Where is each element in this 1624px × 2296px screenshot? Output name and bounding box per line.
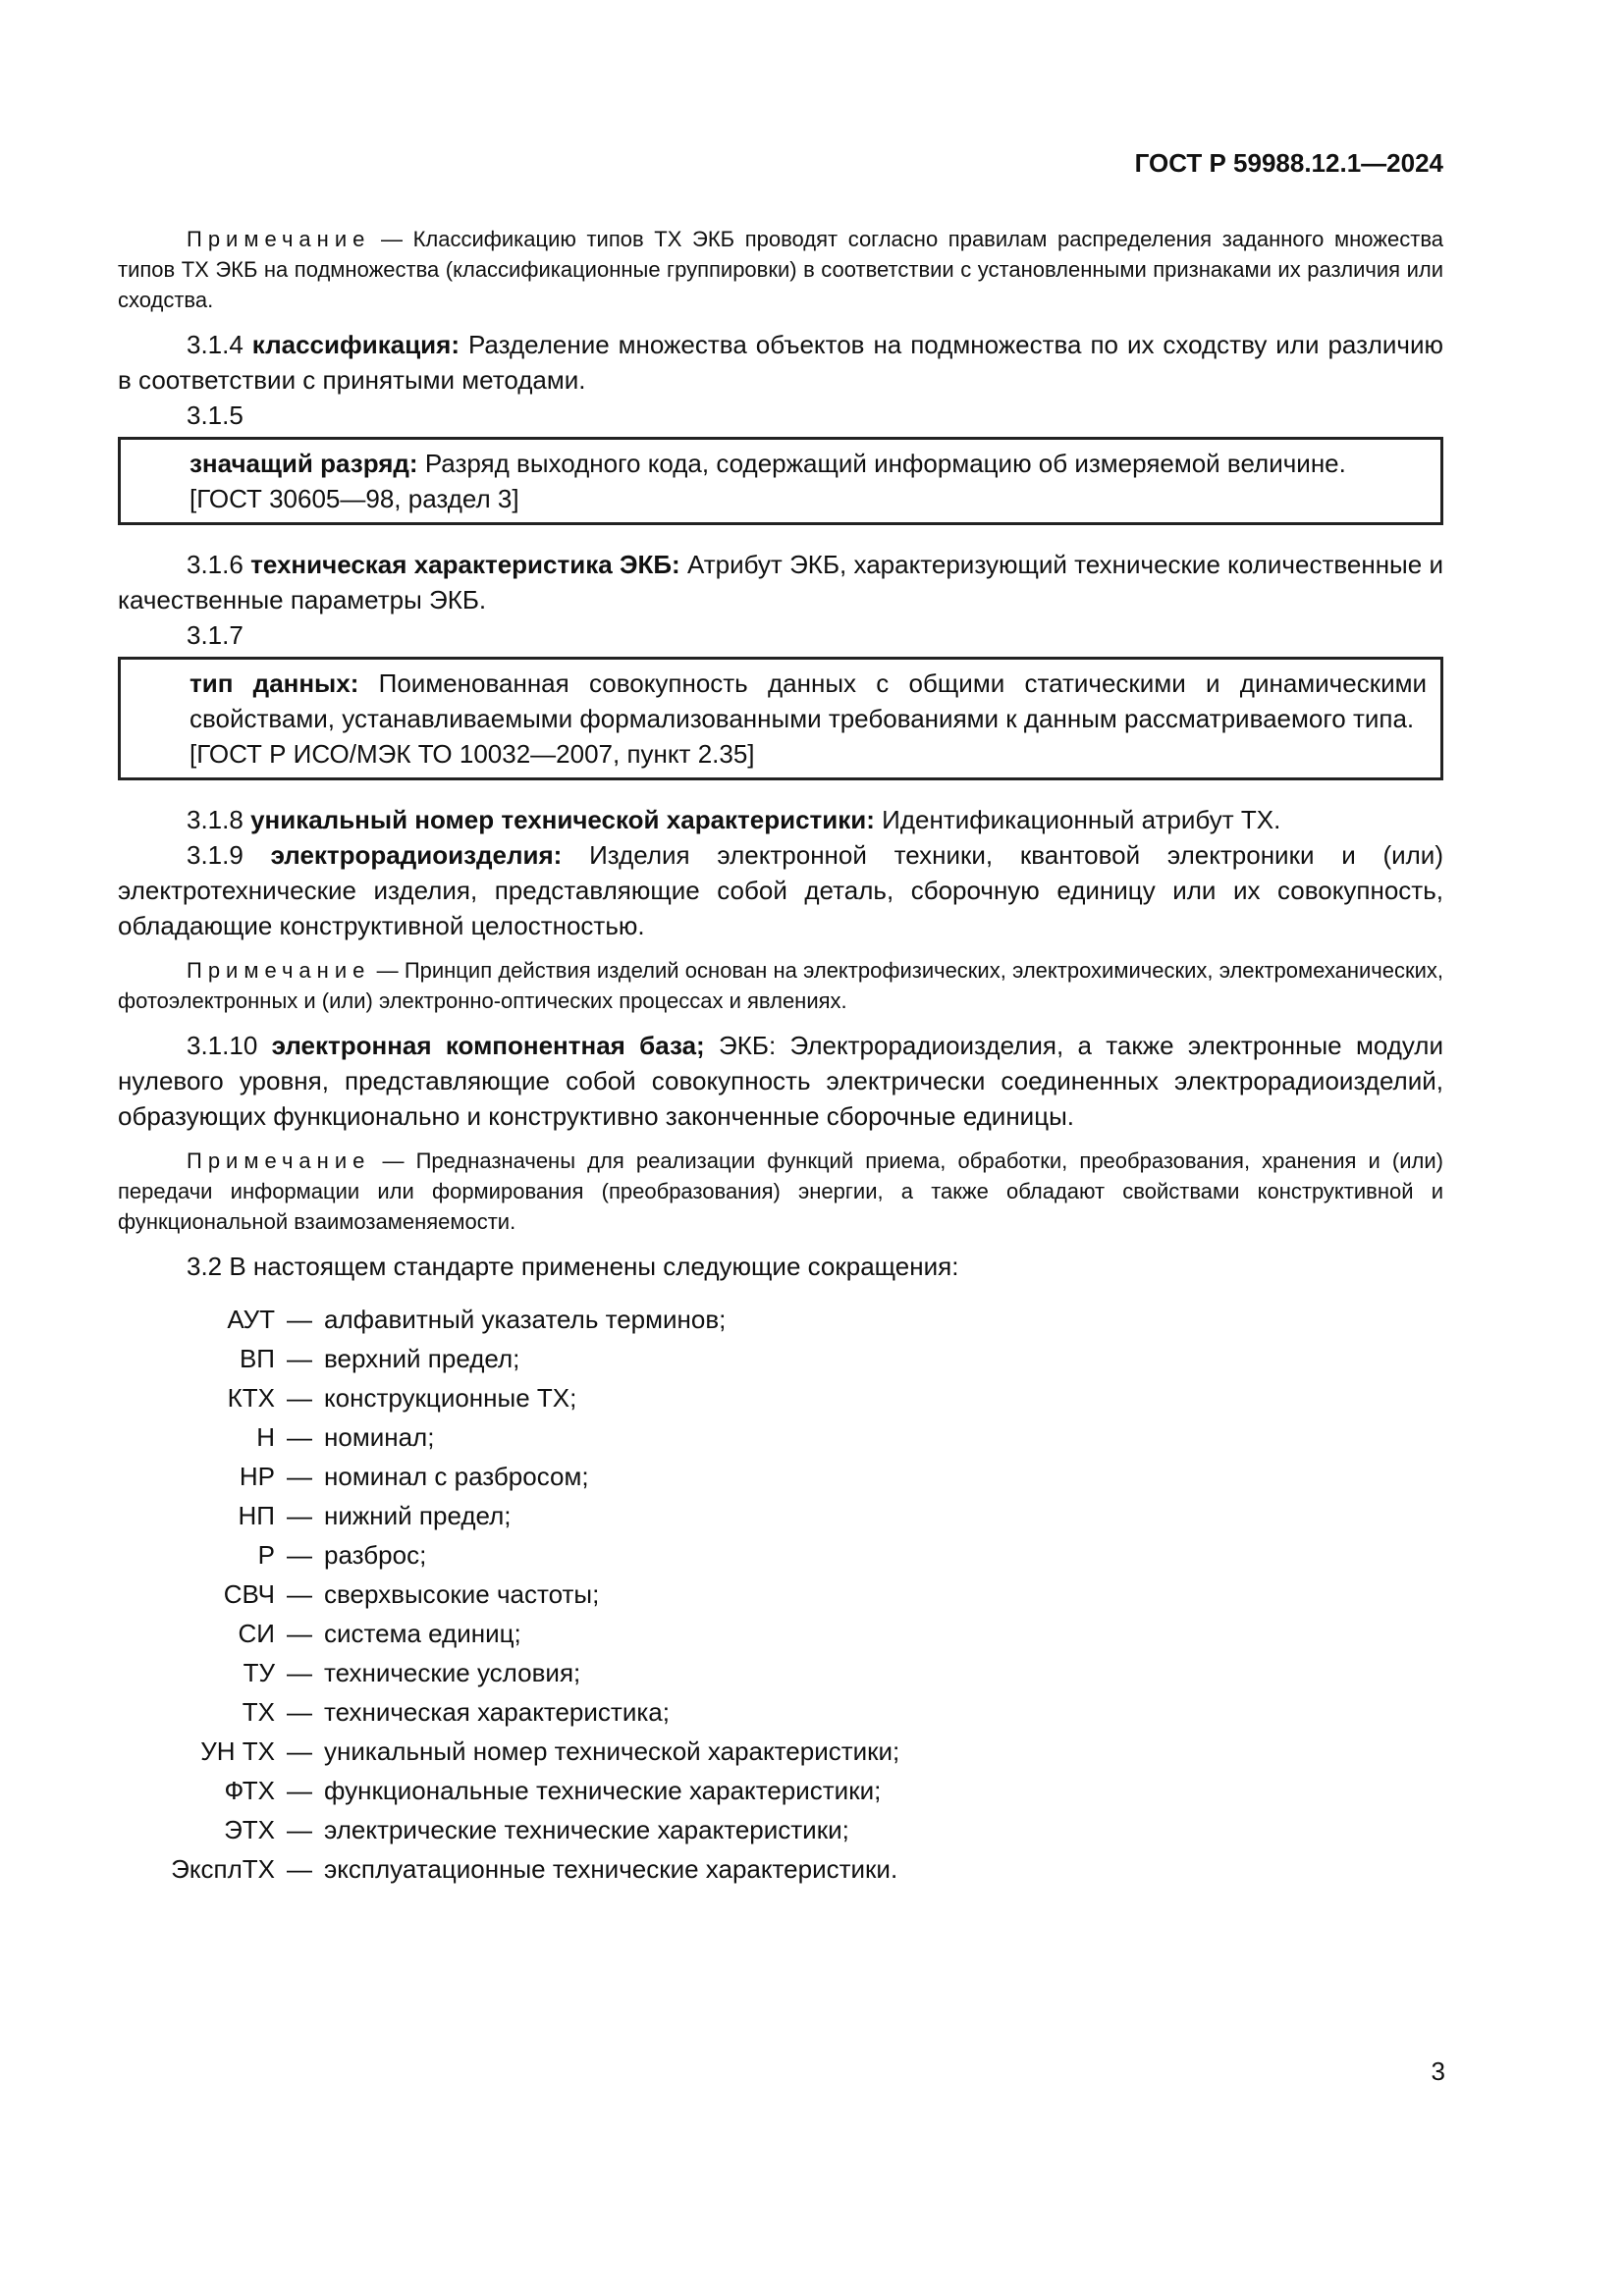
abbreviation-dash: —	[287, 1540, 312, 1570]
term-definition: ЭКБ: Электрорадиоизделия, а также электронные модули нулевого уровня, представляющие собой совокупность электрически соединенных электрорадиоизделий, образующих функционально и конструктивно законченные сборочные единицы.	[118, 1031, 1443, 1131]
term-definition: Разряд выходного кода, содержащий информацию об измеряемой величине.	[424, 449, 1346, 478]
term-name: электрорадиоизделия:	[270, 840, 563, 870]
term-name: уникальный номер технической характеристики:	[250, 805, 875, 834]
document-id: ГОСТ Р 59988.12.1—2024	[1134, 148, 1443, 178]
page-number: 3	[1431, 2056, 1445, 2086]
abbreviation-list	[118, 1300, 1443, 1889]
abbreviation-row	[118, 1614, 1443, 1653]
term-number: 3.1.6	[187, 550, 244, 579]
term-number: 3.1.4	[187, 330, 244, 359]
abbreviation-dash: —	[287, 1736, 312, 1766]
abbreviation-row	[118, 1692, 1443, 1732]
term-name: тип данных:	[189, 668, 359, 698]
abbreviation-key: ТУ	[243, 1658, 275, 1687]
abbreviation-key: КТХ	[227, 1383, 275, 1413]
term-3-1-8	[118, 802, 1443, 837]
term-number-3-1-7: 3.1.7	[187, 620, 244, 650]
abbreviation-key: Н	[256, 1422, 275, 1452]
term-3-1-10	[118, 1028, 1443, 1134]
term-reference: [ГОСТ Р ИСО/МЭК ТО 10032—2007, пункт 2.35]	[189, 739, 755, 769]
term-definition: Идентификационный атрибут ТХ.	[882, 805, 1281, 834]
abbreviation-row	[118, 1575, 1443, 1614]
term-3-1-4	[118, 327, 1443, 398]
abbreviation-key: СИ	[238, 1619, 275, 1648]
abbreviation-row	[118, 1339, 1443, 1378]
note-1	[118, 224, 1443, 315]
term-definition: Разделение множества объектов на подмножества по их сходству или различию в соответствии с принятыми методами.	[118, 330, 1443, 395]
abbreviation-row	[118, 1771, 1443, 1810]
term-number-3-1-5: 3.1.5	[187, 400, 244, 430]
term-name: классификация:	[251, 330, 460, 359]
abbreviation-key: АУТ	[227, 1305, 275, 1334]
note-text: — Предназначены для реализации функций приема, обработки, преобразования, хранения и (или) передачи информации или формирования (преобразования) энергии, а также обладают свойствами конструктивной и функциональной взаимозаменяемости.	[118, 1148, 1443, 1234]
abbreviation-row	[118, 1535, 1443, 1575]
abbreviation-key: УН ТХ	[200, 1736, 275, 1766]
abbreviation-key: НП	[238, 1501, 275, 1530]
abbreviation-value: система единиц;	[324, 1619, 521, 1648]
abbreviation-value: разброс;	[324, 1540, 427, 1570]
term-definition: Изделия электронной техники, квантовой электроники и (или) электротехнические изделия, представляющие собой деталь, сборочную единицу или их совокупность, обладающие конструктивной целостностью.	[118, 840, 1443, 940]
page-body	[118, 224, 1443, 1889]
abbreviation-value: технические условия;	[324, 1658, 581, 1687]
abbreviation-key: ФТХ	[224, 1776, 275, 1805]
abbreviation-key: СВЧ	[223, 1579, 275, 1609]
abbreviation-row	[118, 1496, 1443, 1535]
term-definition: Поименованная совокупность данных с общими статическими и динамическими свойствами, устанавливаемыми формализованными требованиями к данным рассматриваемого типа.	[189, 668, 1427, 733]
abbreviation-value: функциональные технические характеристики;	[324, 1776, 882, 1805]
abbreviation-dash: —	[287, 1815, 312, 1844]
abbreviation-key: ВП	[239, 1344, 275, 1373]
note-text: — Принцип действия изделий основан на электрофизических, электрохимических, электромеханических, фотоэлектронных и (или) электронно-оптических процессах и явлениях.	[118, 958, 1443, 1013]
abbreviation-dash: —	[287, 1501, 312, 1530]
abbreviation-row	[118, 1849, 1443, 1889]
abbreviation-value: эксплуатационные технические характеристики.	[324, 1854, 898, 1884]
note-lead: Примечание	[187, 1148, 371, 1173]
note-lead: Примечание	[187, 958, 371, 983]
abbreviation-value: алфавитный указатель терминов;	[324, 1305, 727, 1334]
term-name: электронная компонентная база;	[271, 1031, 705, 1060]
abbreviation-row	[118, 1417, 1443, 1457]
section-3-2-intro: 3.2 В настоящем стандарте применены следующие сокращения:	[187, 1252, 959, 1281]
abbreviation-value: сверхвысокие частоты;	[324, 1579, 600, 1609]
abbreviation-row	[118, 1378, 1443, 1417]
abbreviation-value: уникальный номер технической характеристики;	[324, 1736, 900, 1766]
abbreviation-value: конструкционные ТХ;	[324, 1383, 577, 1413]
abbreviation-dash: —	[287, 1383, 312, 1413]
abbreviation-row	[118, 1732, 1443, 1771]
abbreviation-dash: —	[287, 1305, 312, 1334]
term-3-1-5-box	[118, 437, 1443, 525]
abbreviation-row	[118, 1810, 1443, 1849]
term-name: значащий разряд:	[189, 449, 418, 478]
abbreviation-dash: —	[287, 1422, 312, 1452]
abbreviation-row	[118, 1300, 1443, 1339]
abbreviation-dash: —	[287, 1344, 312, 1373]
abbreviation-key: ТХ	[242, 1697, 275, 1727]
abbreviation-dash: —	[287, 1854, 312, 1884]
abbreviation-row	[118, 1457, 1443, 1496]
term-definition: Атрибут ЭКБ, характеризующий технические количественные и качественные параметры ЭКБ.	[118, 550, 1443, 614]
abbreviation-key: Р	[257, 1540, 275, 1570]
abbreviation-value: нижний предел;	[324, 1501, 512, 1530]
abbreviation-value: электрические технические характеристики;	[324, 1815, 849, 1844]
term-name: техническая характеристика ЭКБ:	[250, 550, 680, 579]
abbreviation-key: ЭТХ	[224, 1815, 275, 1844]
abbreviation-dash: —	[287, 1579, 312, 1609]
abbreviation-dash: —	[287, 1776, 312, 1805]
term-number: 3.1.9	[187, 840, 244, 870]
abbreviation-value: верхний предел;	[324, 1344, 520, 1373]
term-3-1-9	[118, 837, 1443, 943]
note-text: — Классификацию типов ТХ ЭКБ проводят согласно правилам распределения заданного множества типов ТХ ЭКБ на подмножества (классификационные группировки) в соответствии с установленными признаками их различия или сходства.	[118, 227, 1443, 312]
abbreviation-dash: —	[287, 1658, 312, 1687]
abbreviation-dash: —	[287, 1619, 312, 1648]
term-3-1-7-box	[118, 657, 1443, 780]
term-number: 3.1.8	[187, 805, 244, 834]
abbreviation-row	[118, 1653, 1443, 1692]
term-3-1-6	[118, 547, 1443, 617]
abbreviation-value: техническая характеристика;	[324, 1697, 670, 1727]
abbreviation-dash: —	[287, 1697, 312, 1727]
note-lead: Примечание	[187, 227, 371, 251]
note-3	[118, 1146, 1443, 1237]
abbreviation-key: ЭксплТХ	[171, 1854, 275, 1884]
note-2	[118, 955, 1443, 1016]
term-number: 3.1.10	[187, 1031, 258, 1060]
abbreviation-value: номинал с разбросом;	[324, 1462, 589, 1491]
abbreviation-dash: —	[287, 1462, 312, 1491]
term-reference: [ГОСТ 30605—98, раздел 3]	[189, 484, 519, 513]
abbreviation-key: НР	[239, 1462, 275, 1491]
abbreviation-value: номинал;	[324, 1422, 435, 1452]
